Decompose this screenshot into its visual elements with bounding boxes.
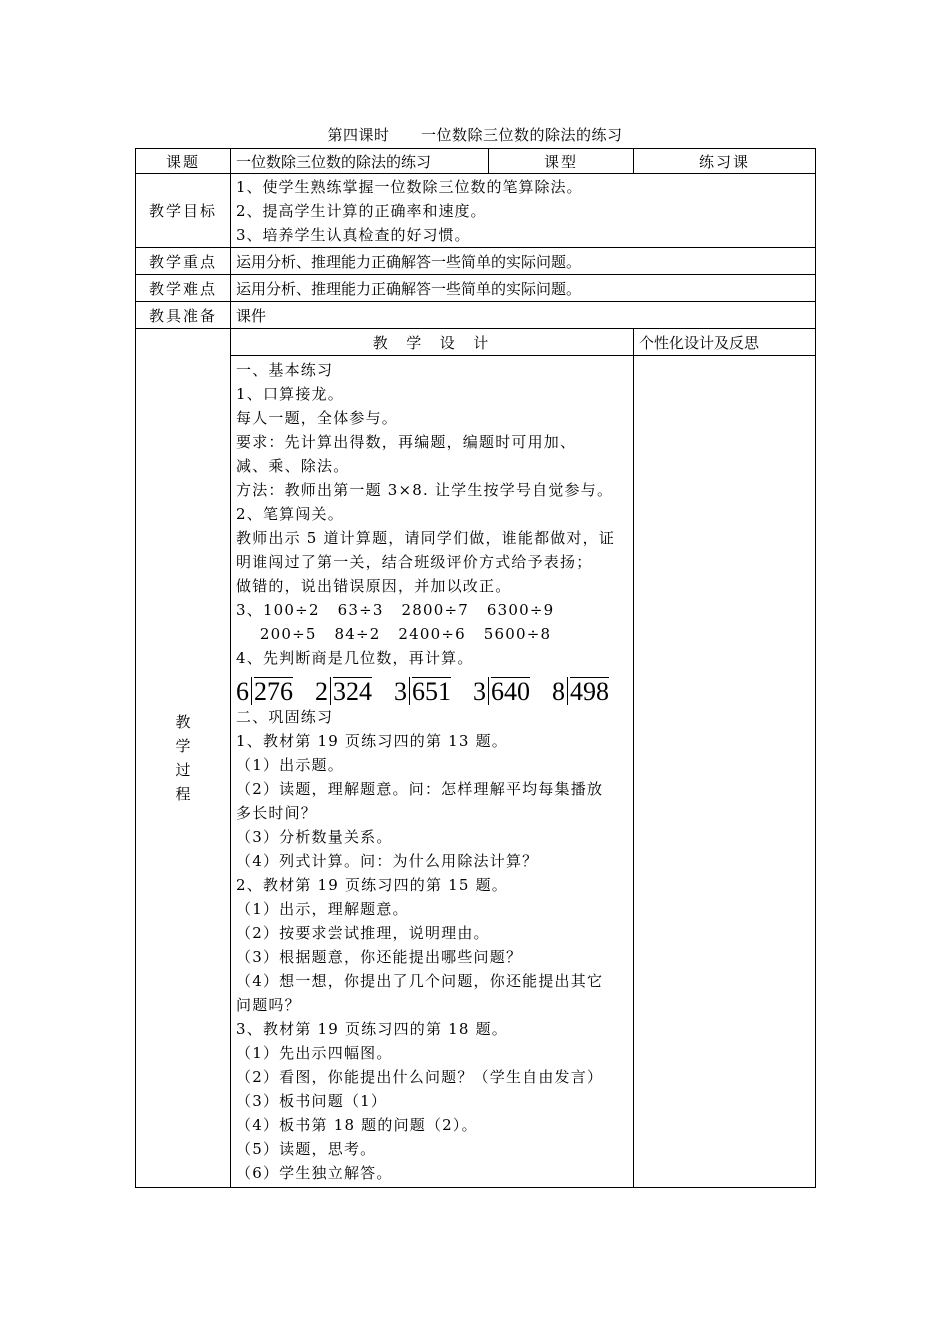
key-label: 教学重点 (136, 248, 231, 275)
goals-row (136, 174, 816, 248)
key-row (136, 248, 816, 275)
divisor: 3 (394, 677, 407, 706)
long-division (394, 677, 451, 705)
type-label: 课型 (489, 149, 634, 174)
design-header: 教 学 设 计 (231, 329, 634, 356)
topic-value: 一位数除三位数的除法的练习 (231, 149, 489, 174)
design-line: （2）读题，理解题意。问：怎样理解平均每集播放 (236, 780, 604, 798)
difficulty-row (136, 275, 816, 302)
goal-item: 1、使学生熟练掌握一位数除三位数的笔算除法。 (236, 177, 583, 196)
lesson-title: 第四课时 一位数除三位数的除法的练习 (327, 126, 623, 144)
design-content (231, 356, 634, 1188)
goals-cell (231, 174, 816, 248)
key-value: 运用分析、推理能力正确解答一些简单的实际问题。 (231, 248, 816, 275)
design-line: 做错的，说出错误原因，并加以改正。 (236, 577, 512, 595)
practice-lines (236, 358, 633, 670)
dividend: 324 (333, 677, 372, 706)
division-bracket (409, 677, 410, 705)
goals-label: 教学目标 (136, 174, 231, 248)
topic-label: 课题 (136, 149, 231, 174)
design-line: （1）先出示四幅图。 (236, 1044, 393, 1062)
design-line: （1）出示题。 (236, 756, 344, 774)
reflection-content (634, 356, 816, 1188)
design-line: （2）看图，你能提出什么问题？（学生自由发言） (236, 1068, 604, 1086)
design-line: 一、基本练习 (236, 361, 334, 379)
goal-item: 3、培养学生认真检查的好习惯。 (236, 225, 471, 244)
design-line: 200÷5 84÷2 2400÷6 5600÷8 (236, 625, 552, 643)
design-line: 减、乘、除法。 (236, 457, 350, 475)
design-line: 2、教材第 19 页练习四的第 15 题。 (236, 876, 508, 894)
division-bracket (567, 677, 568, 705)
design-line: 教师出示 5 道计算题，请同学们做，谁能都做对，证 (236, 529, 616, 547)
dividend: 276 (254, 677, 293, 706)
design-line: 方法：教师出第一题 3×8. 让学生按学号自觉参与。 (236, 481, 614, 499)
type-value: 练习课 (634, 149, 816, 174)
tools-row (136, 302, 816, 329)
division-bracket (251, 677, 252, 705)
design-line: （1）出示，理解题意。 (236, 900, 409, 918)
design-line: 要求：先计算出得数，再编题，编题时可用加、 (236, 433, 577, 451)
design-line: 明谁闯过了第一关，结合班级评价方式给予表扬； (236, 553, 593, 571)
design-line: （5）读题，思考。 (236, 1140, 377, 1158)
division-bracket (488, 677, 489, 705)
divisor: 3 (473, 677, 486, 706)
consolidation-lines (236, 705, 633, 1185)
long-division-row (236, 671, 633, 705)
design-line: 3、100÷2 63÷3 2800÷7 6300÷9 (236, 601, 555, 619)
goal-item: 2、提高学生计算的正确率和速度。 (236, 201, 487, 220)
long-division (552, 677, 609, 705)
design-line: 3、教材第 19 页练习四的第 18 题。 (236, 1020, 508, 1038)
difficulty-label: 教学难点 (136, 275, 231, 302)
lesson-plan-table (135, 148, 816, 1188)
design-line: 问题吗？ (236, 996, 301, 1014)
design-line: 每人一题，全体参与。 (236, 409, 399, 427)
design-line: 4、先判断商是几位数，再计算。 (236, 649, 474, 667)
long-division (236, 677, 293, 705)
design-line: （4）想一想，你提出了几个问题，你还能提出其它 (236, 972, 604, 990)
long-division (315, 677, 372, 705)
design-line: （2）按要求尝试推理，说明理由。 (236, 924, 490, 942)
dividend: 640 (491, 677, 530, 706)
design-line: （3）根据题意，你还能提出哪些问题？ (236, 948, 523, 966)
design-line: （4）板书第 18 题的问题（2）。 (236, 1116, 478, 1134)
dividend: 498 (570, 677, 609, 706)
tools-label: 教具准备 (136, 302, 231, 329)
design-line: 2、笔算闯关。 (236, 505, 344, 523)
long-division (473, 677, 530, 705)
tools-value: 课件 (231, 302, 816, 329)
division-bracket (330, 677, 331, 705)
design-line: （3）板书问题（1） (236, 1092, 388, 1110)
divisor: 6 (236, 677, 249, 706)
dividend: 651 (412, 677, 451, 706)
design-line: 多长时间？ (236, 804, 318, 822)
design-line: （6）学生独立解答。 (236, 1164, 393, 1182)
divisor: 2 (315, 677, 328, 706)
process-label: 教 学 过 程 (136, 329, 231, 1188)
design-line: （4）列式计算。问：为什么用除法计算？ (236, 852, 539, 870)
divisor: 8 (552, 677, 565, 706)
design-line: 二、巩固练习 (236, 708, 334, 726)
design-line: 1、教材第 19 页练习四的第 13 题。 (236, 732, 508, 750)
design-header-row (136, 329, 816, 356)
design-line: （3）分析数量关系。 (236, 828, 393, 846)
difficulty-value: 运用分析、推理能力正确解答一些简单的实际问题。 (231, 275, 816, 302)
design-line: 1、口算接龙。 (236, 385, 344, 403)
topic-row (136, 149, 816, 174)
reflection-header: 个性化设计及反思 (634, 329, 816, 356)
design-body-row (136, 356, 816, 1188)
